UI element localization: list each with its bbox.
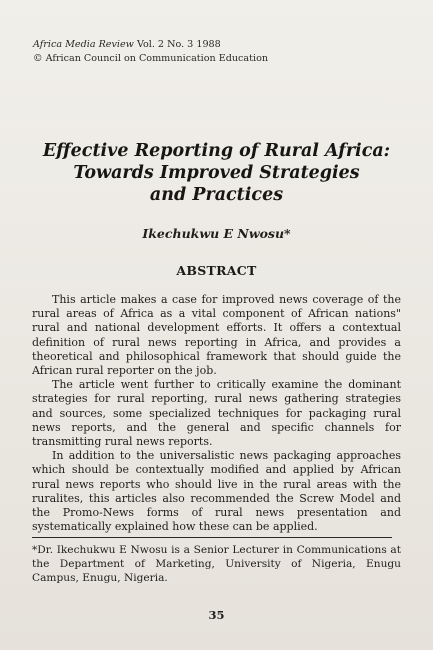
author-footnote: *Dr. Ikechukwu E Nwosu is a Senior Lecturer in Communications at the Department of Marketing, University of Nigeria, Enugu Campus, Enugu, Nigeria. <box>32 544 401 585</box>
journal-citation <box>33 38 268 52</box>
title-line-1: Effective Reporting of Rural Africa: <box>42 141 391 161</box>
journal-issue: Vol. 2 No. 3 1988 <box>136 39 221 50</box>
footnote-divider <box>32 537 392 538</box>
article-title <box>20 140 413 206</box>
title-line-3: and Practices <box>149 185 284 205</box>
copyright-line: © African Council on Communication Education <box>33 53 269 64</box>
page-number: 35 <box>208 608 225 622</box>
author-name: Ikechukwu E Nwosu* <box>142 226 291 241</box>
abstract-heading: ABSTRACT <box>176 263 257 278</box>
abstract-paragraph-1: This article makes a case for improved news coverage of the rural areas of Africa as a vital component of African nations" rural and national development efforts. It offers a contextual definition of rural news reporting in Africa, and provides a theoretical and philosophical framework that should guide the African rural reporter on the job. <box>32 293 401 378</box>
title-line-2: Towards Improved Strategies <box>73 163 360 183</box>
abstract-body <box>32 293 401 534</box>
abstract-paragraph-3: In addition to the universalistic news packaging approaches which should be contextually modified and applied by African rural news reports who should live in the rural areas with the ruralites, this articles also recommended the Screw Model and the Promo-News forms of rural news presentation and systematically explained how these can be applied. <box>32 449 401 534</box>
journal-name: Africa Media Review <box>33 39 134 50</box>
journal-header <box>33 38 268 66</box>
abstract-paragraph-2: The article went further to critically examine the dominant strategies for rural reporting, rural news gathering strategies and sources, some specialized techniques for packaging rural news reports, and the general and specific channels for transmitting rural news reports. <box>32 378 401 449</box>
